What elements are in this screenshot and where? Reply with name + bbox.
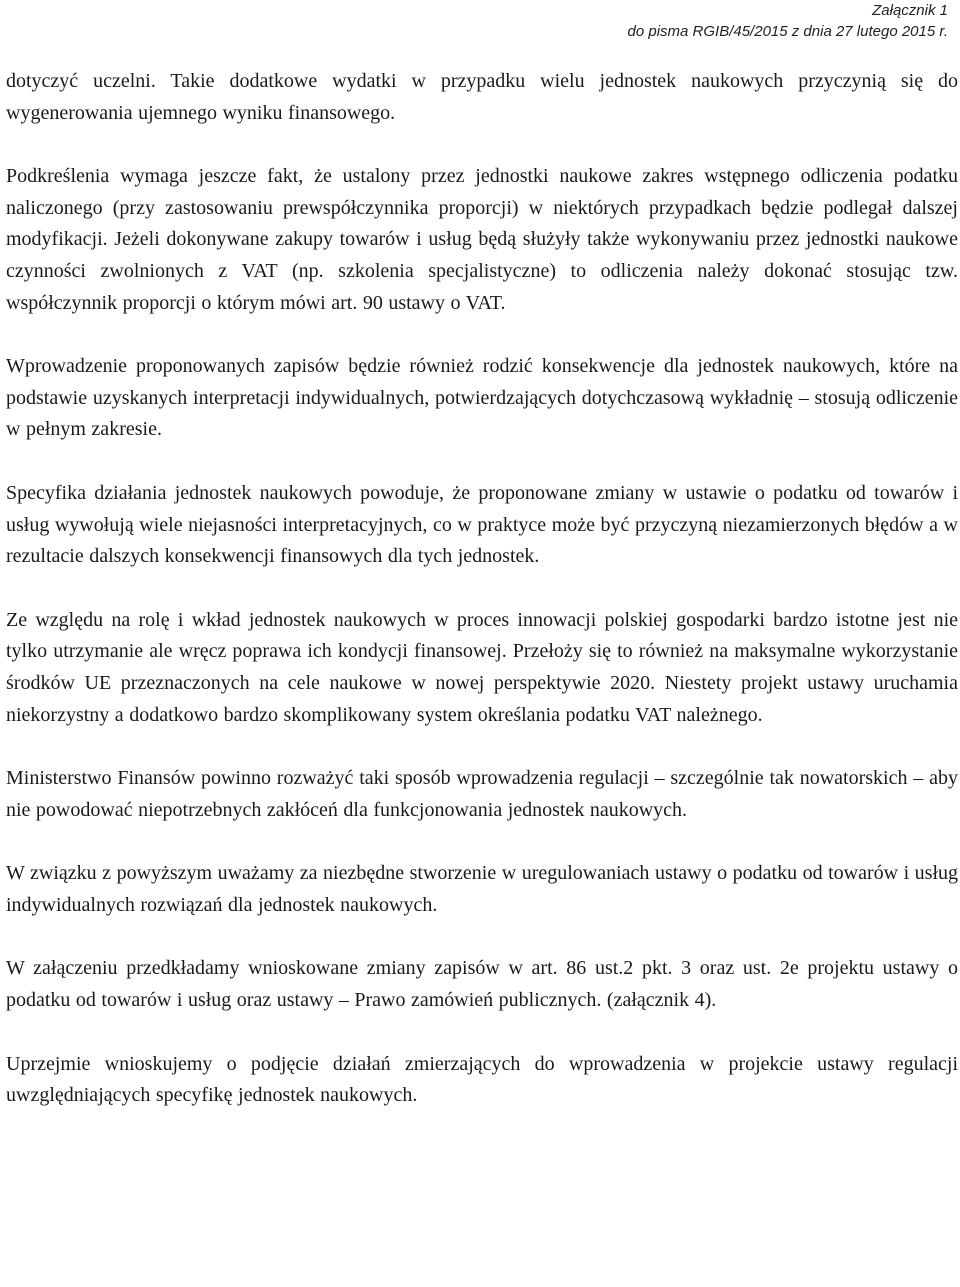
paragraph-7: W związku z powyższym uważamy za niezbędne stworzenie w uregulowaniach ustawy o podatku od towarów i usług indywidualnych rozwiązań dla jednostek naukowych. (6, 862, 958, 916)
letter-reference: do pisma RGIB/45/2015 z dnia 27 lutego 2015 r. (627, 23, 948, 40)
document-body (6, 66, 958, 1144)
paragraph-8: W załączeniu przedkładamy wnioskowane zmiany zapisów w art. 86 ust.2 pkt. 3 oraz ust. 2e projektu ustawy o podatku od towarów i usług oraz ustawy – Prawo zamówień publicznych. (załącznik 4). (6, 957, 958, 1012)
paragraph-3: Wprowadzenie proponowanych zapisów będzie również rodzić konsekwencje dla jednostek naukowych, które na podstawie uzyskanych interpretacji indywidualnych, potwierdzających dotychczasową wykładnię – stosują odliczenie w pełnym zakresie. (6, 355, 958, 441)
paragraph-6: Ministerstwo Finansów powinno rozważyć taki sposób wprowadzenia regulacji – szczególnie tak nowatorskich – aby nie powodować niepotrzebnych zakłóceń dla funkcjonowania jednostek naukowych. (6, 767, 958, 821)
paragraph-4: Specyfika działania jednostek naukowych powoduje, że proponowane zmiany w ustawie o podatku od towarów i usług wywołują wiele niejasności interpretacyjnych, co w praktyce może być przyczyną niezamierzonych błędów a w rezultacie dalszych konsekwencji finansowych dla tych jednostek. (6, 481, 958, 568)
attachment-label: Załącznik 1 (872, 2, 948, 19)
document-header (628, 0, 949, 42)
paragraph-2: Podkreślenia wymaga jeszcze fakt, że ustalony przez jednostki naukowe zakres wstępnego odliczenia podatku naliczonego (przy zastosowaniu prewspółczynnika proporcji) w niektórych przypadkach będzie podlegał dalszej modyfikacji. Jeżeli dokonywane zakupy towarów i usług będą służyły także wykonywaniu przez jednostki naukowe czynności zwolnionych z VAT (np. szkolenia specjalistyczne) to odliczenia należy dokonać stosując tzw. współczynnik proporcji o którym mówi art. 90 ustawy o VAT. (6, 165, 958, 314)
paragraph-9: Uprzejmie wnioskujemy o podjęcie działań zmierzających do wprowadzenia w projekcie ustawy regulacji uwzględniających specyfikę jednostek naukowych. (6, 1052, 958, 1107)
paragraph-1: dotyczyć uczelni. Takie dodatkowe wydatki w przypadku wielu jednostek naukowych przyczynią się do wygenerowania ujemnego wyniku finansowego. (6, 70, 958, 124)
paragraph-5: Ze względu na rolę i wkład jednostek naukowych w proces innowacji polskiej gospodarki bardzo istotne jest nie tylko utrzymanie ale wręcz poprawa ich kondycji finansowej. Przełoży się to również na maksymalne wykorzystanie środków UE przeznaczonych na cele naukowe w nowej perspektywie 2020. Niestety projekt ustawy uruchamia niekorzystny a dodatkowo bardzo skomplikowany system określania podatku VAT należnego. (6, 608, 958, 726)
